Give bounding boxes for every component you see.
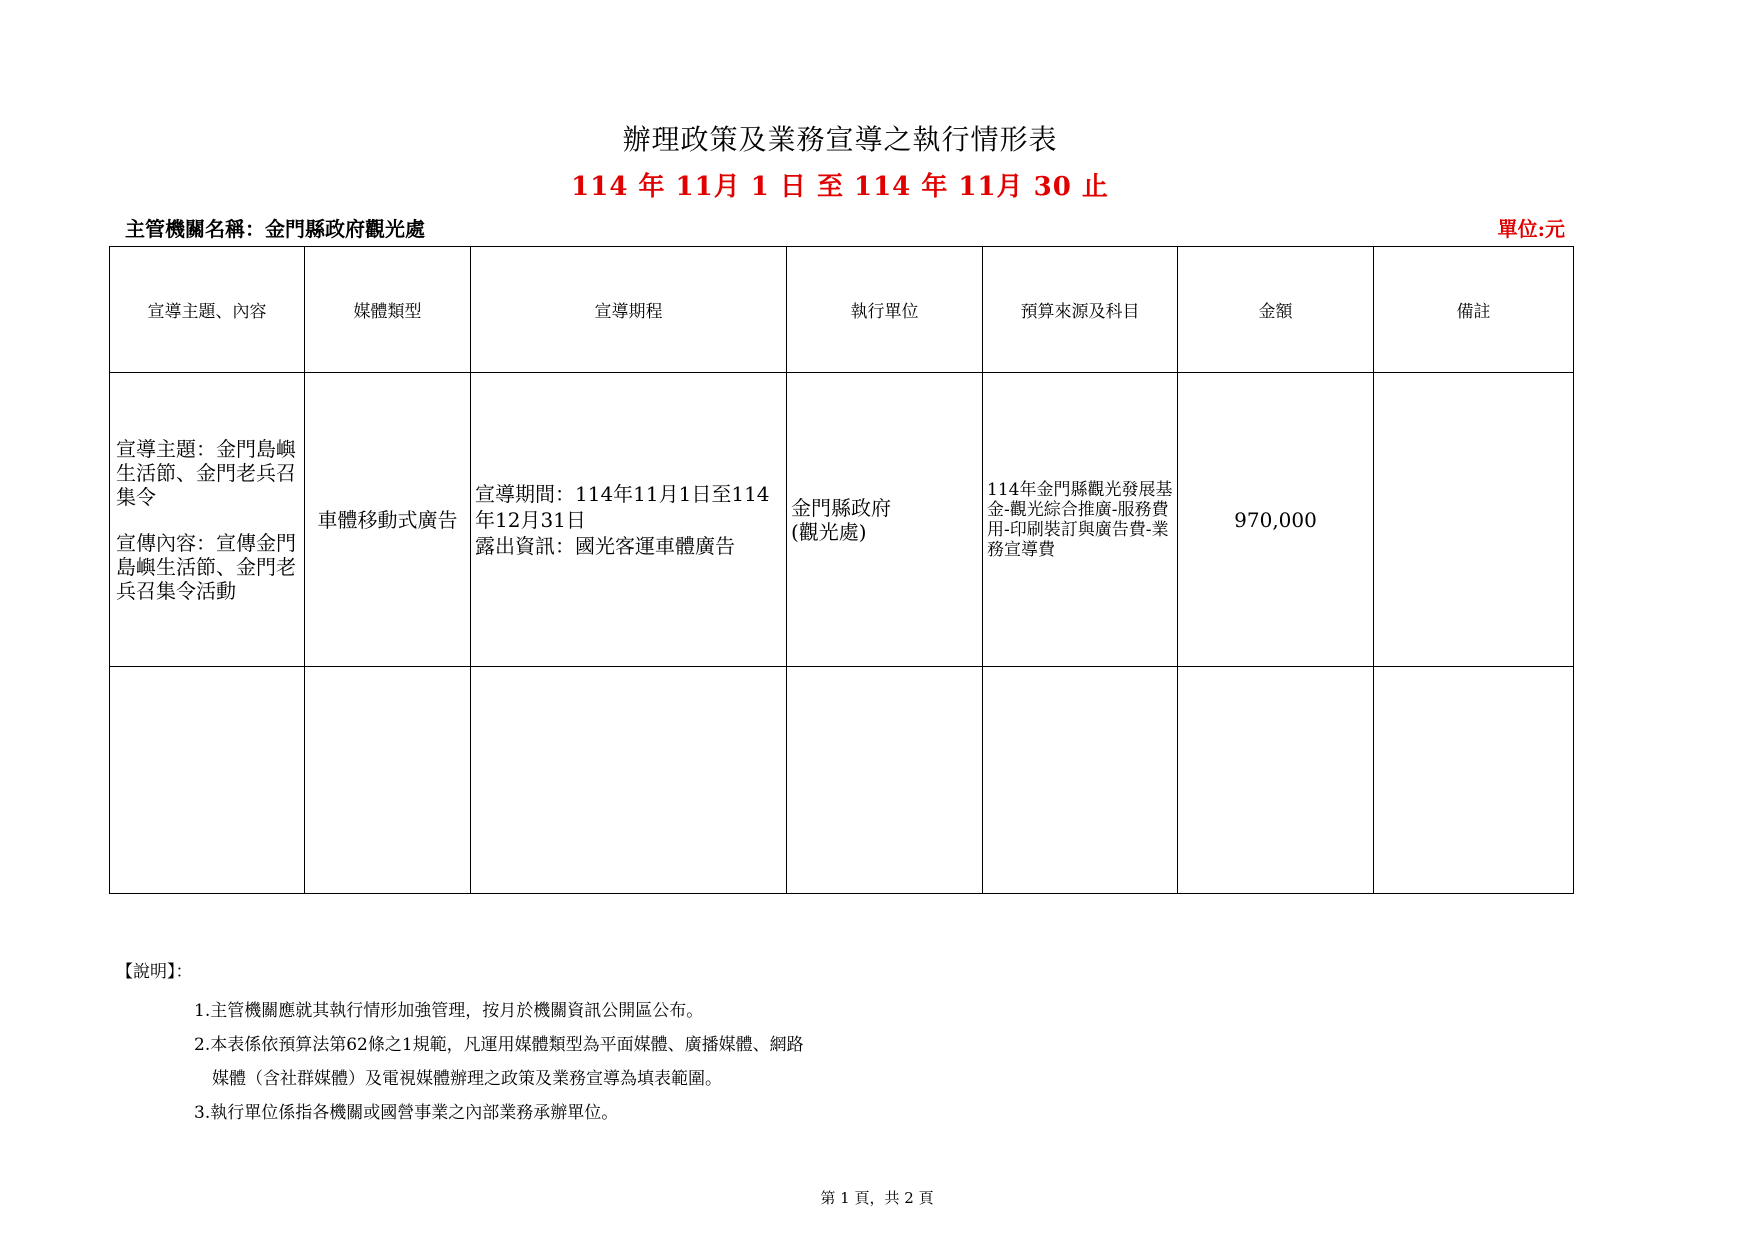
period-subtitle: 114 年 11月 1 日 至 114 年 11月 30 止 bbox=[571, 172, 1109, 202]
table-row-empty bbox=[110, 667, 1574, 894]
note-item: 1.主管機關應就其執行情形加強管理，按月於機關資訊公開區公布。 bbox=[194, 1001, 704, 1021]
note-item-continued: 媒體（含社群媒體）及電視媒體辦理之政策及業務宣導為填表範圍。 bbox=[212, 1069, 722, 1089]
exec-unit-dept: (觀光處) bbox=[791, 519, 867, 544]
page-title: 辦理政策及業務宣導之執行情形表 bbox=[622, 123, 1058, 156]
empty-cell bbox=[1178, 667, 1374, 894]
header-budget: 預算來源及科目 bbox=[983, 247, 1178, 373]
cell-remark bbox=[1374, 373, 1574, 667]
empty-cell bbox=[305, 667, 471, 894]
note-item: 3.執行單位係指各機關或國營事業之內部業務承辦單位。 bbox=[194, 1103, 619, 1123]
note-item: 2.本表係依預算法第62條之1規範，凡運用媒體類型為平面媒體、廣播媒體、網路 bbox=[194, 1035, 804, 1055]
table-row bbox=[110, 373, 1574, 667]
header-remark: 備註 bbox=[1374, 247, 1574, 373]
header-period: 宣導期程 bbox=[471, 247, 787, 373]
header-topic: 宣導主題、內容 bbox=[110, 247, 305, 373]
execution-table bbox=[109, 246, 1574, 894]
cell-media: 車體移動式廣告 bbox=[305, 373, 471, 667]
cell-period bbox=[471, 373, 787, 667]
cell-amount: 970,000 bbox=[1178, 373, 1374, 667]
cell-budget: 114年金門縣觀光發展基金-觀光綜合推廣-服務費用-印刷裝訂與廣告費-業務宣導費 bbox=[983, 373, 1178, 667]
notes-section bbox=[116, 957, 804, 1130]
table-header-row bbox=[110, 247, 1574, 373]
empty-cell bbox=[110, 667, 305, 894]
topic-content: 宣傳內容：宣傳金門島嶼生活節、金門老兵召集令活動 bbox=[116, 530, 296, 603]
empty-cell bbox=[983, 667, 1178, 894]
period-exposure: 露出資訊：國光客運車體廣告 bbox=[475, 533, 735, 558]
header-media: 媒體類型 bbox=[305, 247, 471, 373]
empty-cell bbox=[787, 667, 983, 894]
header-exec-unit: 執行單位 bbox=[787, 247, 983, 373]
header-amount: 金額 bbox=[1178, 247, 1374, 373]
unit-label: 單位:元 bbox=[1497, 217, 1565, 241]
cell-exec-unit bbox=[787, 373, 983, 667]
exec-unit-name: 金門縣政府 bbox=[791, 495, 891, 520]
empty-cell bbox=[471, 667, 787, 894]
notes-heading: 【說明】： bbox=[116, 962, 193, 982]
agency-label: 主管機關名稱：金門縣政府觀光處 bbox=[125, 217, 425, 241]
page-footer: 第 1 頁，共 2 頁 bbox=[820, 1189, 934, 1207]
period-dates: 宣導期間：114年11月1日至114年12月31日 bbox=[475, 481, 770, 532]
cell-topic bbox=[110, 373, 305, 667]
topic-theme: 宣導主題：金門島嶼生活節、金門老兵召集令 bbox=[116, 436, 296, 509]
empty-cell bbox=[1374, 667, 1574, 894]
